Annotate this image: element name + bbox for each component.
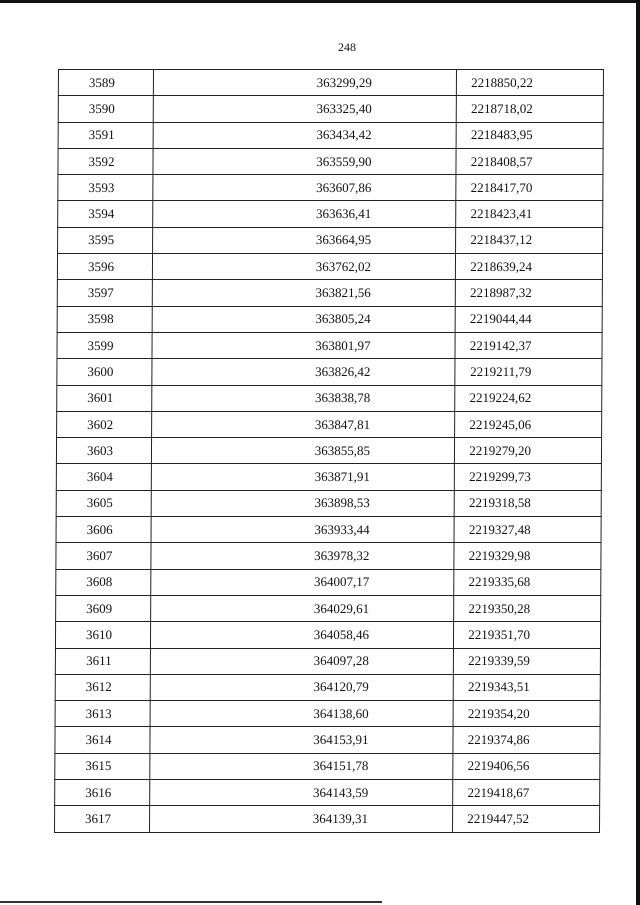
x-coordinate-cell: 363855,85 — [151, 438, 454, 464]
y-coordinate-cell: 2219418,67 — [453, 780, 600, 806]
table-row — [56, 438, 601, 464]
point-number-cell: 3605 — [56, 490, 151, 516]
point-number-cell: 3594 — [58, 201, 153, 227]
point-number-cell: 3610 — [55, 622, 150, 648]
y-coordinate-cell: 2218408,57 — [456, 148, 603, 174]
table-row — [58, 70, 603, 96]
y-coordinate-cell: 2219279,20 — [454, 438, 601, 464]
table-row — [56, 595, 601, 621]
x-coordinate-cell: 364007,17 — [151, 569, 454, 595]
x-coordinate-cell: 363805,24 — [152, 306, 455, 332]
x-coordinate-cell: 364139,31 — [150, 806, 453, 832]
y-coordinate-cell: 2219343,51 — [453, 674, 600, 700]
point-number-cell: 3601 — [57, 385, 152, 411]
y-coordinate-cell: 2218437,12 — [456, 227, 603, 253]
x-coordinate-cell: 364143,59 — [150, 780, 453, 806]
point-number-cell: 3589 — [58, 70, 153, 96]
point-number-cell: 3590 — [58, 96, 153, 122]
y-coordinate-cell: 2219351,70 — [453, 622, 600, 648]
point-number-cell: 3591 — [58, 122, 153, 148]
y-coordinate-cell: 2219447,52 — [453, 806, 600, 832]
point-number-cell: 3592 — [58, 148, 153, 174]
x-coordinate-cell: 363826,42 — [152, 359, 455, 385]
x-coordinate-cell: 363801,97 — [152, 332, 455, 358]
y-coordinate-cell: 2219142,37 — [455, 332, 602, 358]
table-row — [57, 280, 602, 306]
y-coordinate-cell: 2219329,98 — [454, 543, 601, 569]
table-row — [58, 201, 603, 227]
point-number-cell: 3599 — [57, 332, 152, 358]
x-coordinate-cell: 363821,56 — [152, 280, 455, 306]
point-number-cell: 3609 — [56, 595, 151, 621]
point-number-cell: 3616 — [55, 780, 150, 806]
y-coordinate-cell: 2218987,32 — [455, 280, 602, 306]
y-coordinate-cell: 2218423,41 — [456, 201, 603, 227]
y-coordinate-cell: 2219335,68 — [454, 569, 601, 595]
point-number-cell: 3608 — [56, 569, 151, 595]
x-coordinate-cell: 363636,41 — [153, 201, 456, 227]
x-coordinate-cell: 363664,95 — [153, 227, 456, 253]
point-number-cell: 3606 — [56, 517, 151, 543]
table-row — [56, 543, 601, 569]
point-number-cell: 3604 — [56, 464, 151, 490]
table-row — [56, 569, 601, 595]
y-coordinate-cell: 2219318,58 — [454, 490, 601, 516]
y-coordinate-cell: 2219044,44 — [455, 306, 602, 332]
y-coordinate-cell: 2218483,95 — [456, 122, 603, 148]
point-number-cell: 3615 — [55, 753, 150, 779]
scan-border-right — [636, 0, 640, 905]
x-coordinate-cell: 363871,91 — [151, 464, 454, 490]
point-number-cell: 3607 — [56, 543, 151, 569]
y-coordinate-cell: 2219224,62 — [455, 385, 602, 411]
table-row — [57, 332, 602, 358]
x-coordinate-cell: 364097,28 — [150, 648, 453, 674]
table-row — [55, 727, 600, 753]
table-row — [55, 648, 600, 674]
x-coordinate-cell: 363847,81 — [152, 411, 455, 437]
y-coordinate-cell: 2218417,70 — [456, 175, 603, 201]
y-coordinate-cell: 2219354,20 — [453, 701, 600, 727]
table-row — [58, 96, 603, 122]
table-row — [57, 411, 602, 437]
point-number-cell: 3598 — [57, 306, 152, 332]
point-number-cell: 3595 — [58, 227, 153, 253]
point-number-cell: 3602 — [57, 411, 152, 437]
y-coordinate-cell: 2219406,56 — [453, 753, 600, 779]
table-row — [57, 385, 602, 411]
table-row — [58, 122, 603, 148]
scan-border-top — [0, 0, 636, 3]
table-row — [55, 753, 600, 779]
x-coordinate-cell: 363762,02 — [152, 254, 455, 280]
table-row — [55, 674, 600, 700]
point-number-cell: 3617 — [55, 806, 150, 832]
page-number: 248 — [338, 40, 356, 54]
table-row — [57, 254, 602, 280]
x-coordinate-cell: 363898,53 — [151, 490, 454, 516]
x-coordinate-cell: 363607,86 — [153, 175, 456, 201]
y-coordinate-cell: 2219339,59 — [453, 648, 600, 674]
x-coordinate-cell: 363933,44 — [151, 517, 454, 543]
point-number-cell: 3611 — [55, 648, 150, 674]
y-coordinate-cell: 2218718,02 — [456, 96, 603, 122]
x-coordinate-cell: 364138,60 — [150, 701, 453, 727]
x-coordinate-cell: 363838,78 — [152, 385, 455, 411]
y-coordinate-cell: 2219374,86 — [453, 727, 600, 753]
table-row — [58, 175, 603, 201]
point-number-cell: 3593 — [58, 175, 153, 201]
x-coordinate-cell: 364120,79 — [150, 674, 453, 700]
x-coordinate-cell: 364029,61 — [151, 595, 454, 621]
table-row — [56, 517, 601, 543]
coordinates-table-body — [55, 70, 604, 833]
x-coordinate-cell: 363299,29 — [153, 70, 456, 96]
y-coordinate-cell: 2219245,06 — [455, 411, 602, 437]
y-coordinate-cell: 2219350,28 — [454, 595, 601, 621]
table-row — [55, 780, 600, 806]
table-row — [57, 306, 602, 332]
table-row — [55, 622, 600, 648]
y-coordinate-cell: 2219327,48 — [454, 517, 601, 543]
y-coordinate-cell: 2219299,73 — [454, 464, 601, 490]
table-row — [56, 490, 601, 516]
point-number-cell: 3612 — [55, 674, 150, 700]
x-coordinate-cell: 363559,90 — [153, 148, 456, 174]
point-number-cell: 3596 — [57, 254, 152, 280]
y-coordinate-cell: 2219211,79 — [455, 359, 602, 385]
x-coordinate-cell: 363978,32 — [151, 543, 454, 569]
table-row — [58, 148, 603, 174]
point-number-cell: 3613 — [55, 701, 150, 727]
point-number-cell: 3603 — [56, 438, 151, 464]
x-coordinate-cell: 364058,46 — [150, 622, 453, 648]
y-coordinate-cell: 2218639,24 — [455, 254, 602, 280]
x-coordinate-cell: 364151,78 — [150, 753, 453, 779]
y-coordinate-cell: 2218850,22 — [456, 70, 603, 96]
point-number-cell: 3600 — [57, 359, 152, 385]
table-row — [57, 359, 602, 385]
coordinates-table — [54, 69, 604, 833]
point-number-cell: 3597 — [57, 280, 152, 306]
x-coordinate-cell: 364153,91 — [150, 727, 453, 753]
x-coordinate-cell: 363325,40 — [153, 96, 456, 122]
table-row — [58, 227, 603, 253]
table-row — [56, 464, 601, 490]
table-row — [55, 806, 600, 832]
point-number-cell: 3614 — [55, 727, 150, 753]
scan-border-bottom — [0, 901, 382, 903]
table-row — [55, 701, 600, 727]
x-coordinate-cell: 363434,42 — [153, 122, 456, 148]
